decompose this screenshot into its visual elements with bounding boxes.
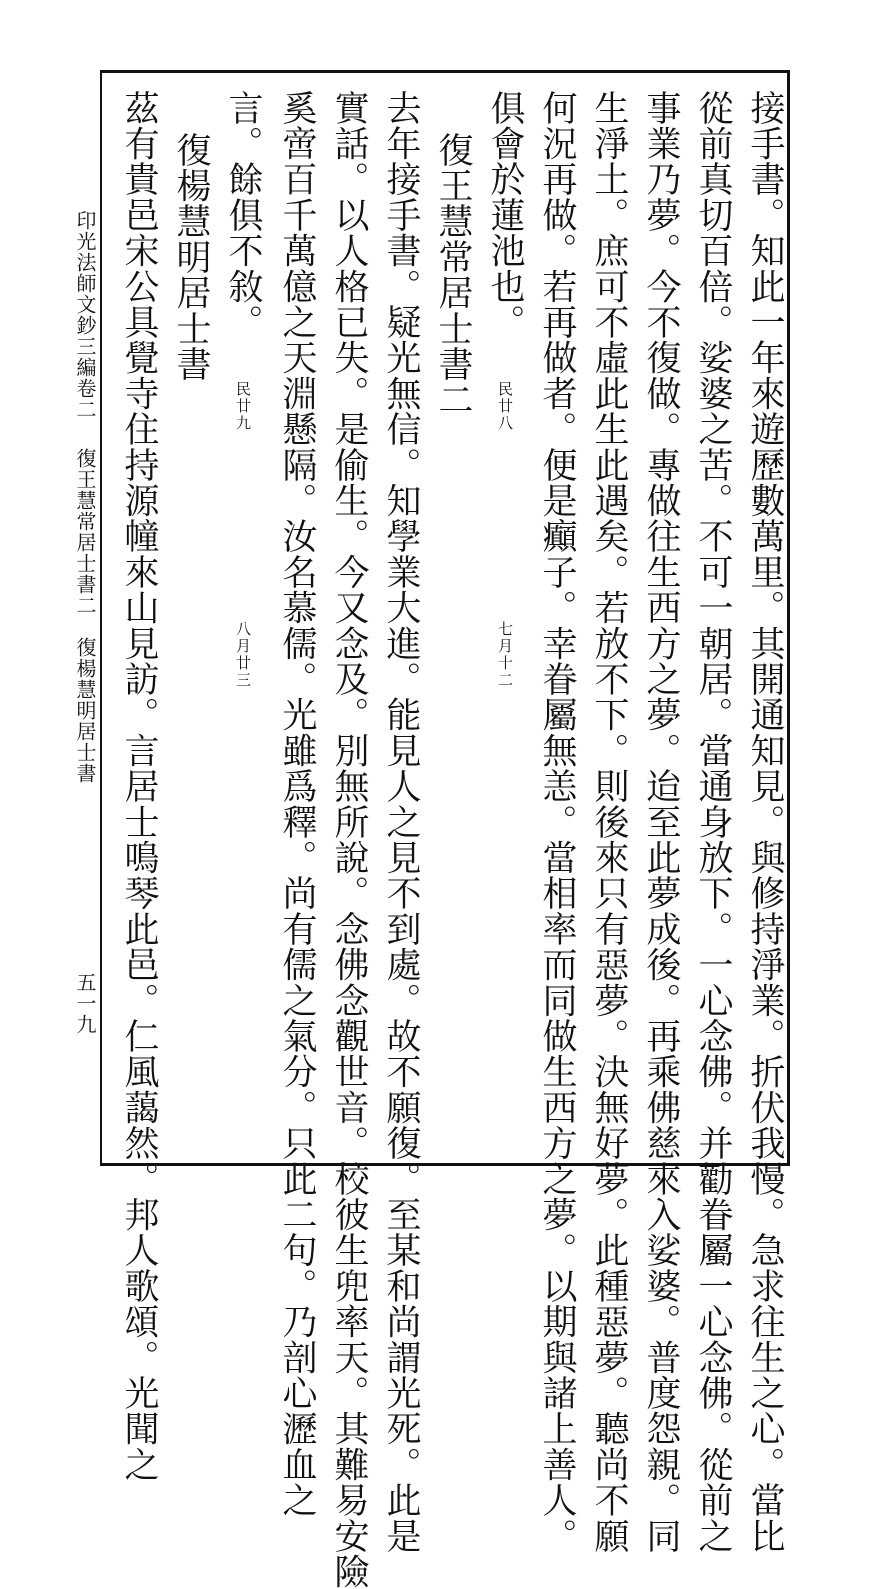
text-column: 接手書。知此一年來遊歷數萬里。其開通知見。與修持淨業。折伏我慢。急求往生之心。當比: [745, 90, 785, 1554]
date-note-line: 八月廿三: [234, 621, 252, 690]
letter-title: 復王慧常居士書二: [433, 132, 473, 418]
frame-top-rule: [100, 70, 790, 73]
text-column: 茲有貴邑宋公具覺寺住持源幢來山見訪。言居士鳴琴此邑。仁風藹然。邦人歌頌。光聞之: [119, 90, 159, 1483]
text-column: 何況再做。若再做者。便是癲子。幸眷屬無恙。當相率而同做生西方之夢。以期與諸上善人。: [537, 90, 577, 1554]
text-column: 從前真切百倍。娑婆之苦。不可一朝居。當通身放下。一心念佛。并勸眷屬一心念佛。從前之: [693, 90, 733, 1554]
text-column-with-note: [223, 90, 263, 690]
letter-title: 復楊慧明居士書: [171, 132, 211, 382]
date-note-line: 民廿九: [234, 380, 252, 432]
text-column-with-note: [485, 90, 525, 690]
column-text: 俱會於蓮池也。: [485, 90, 525, 340]
text-column: 事業乃夢。今不復做。專做往生西方之夢。迨至此夢成後。再乘佛慈來入娑婆。普度怨親。同: [641, 90, 681, 1554]
book-title-margin: 印光法師文鈔三編卷二: [73, 210, 97, 420]
column-text: 言。餘俱不敘。: [223, 90, 263, 340]
text-column: 生淨土。庶可不虛此生此遇矣。若放不下。則後來只有惡夢。決無好夢。此種惡夢。聽尚不願: [589, 90, 629, 1554]
page-number: 五一九: [73, 972, 97, 1035]
date-note: [223, 380, 263, 690]
text-column: 實話。以人格已失。是偷生。今又念及。別無所說。念佛念觀世音。校彼生兜率天。其難易安險: [329, 90, 369, 1589]
frame-bottom-rule: [100, 1163, 790, 1166]
date-note-line: 民廿八: [496, 380, 514, 432]
section-title-margin: 復王慧常居士書二 復楊慧明居士書: [73, 448, 97, 784]
frame-left-rule: [100, 70, 102, 1166]
text-column: 去年接手書。疑光無信。知學業大進。能見人之見不到處。故不願復。至某和尚謂光死。此是: [381, 90, 421, 1554]
text-column: 奚啻百千萬億之天淵懸隔。汝名慕儒。光雖爲釋。尚有儒之氣分。只此二句。乃剖心瀝血之: [277, 90, 317, 1518]
frame-right-rule: [787, 70, 790, 1166]
date-note: [485, 380, 525, 690]
date-note-line: 七月十二: [496, 621, 514, 690]
